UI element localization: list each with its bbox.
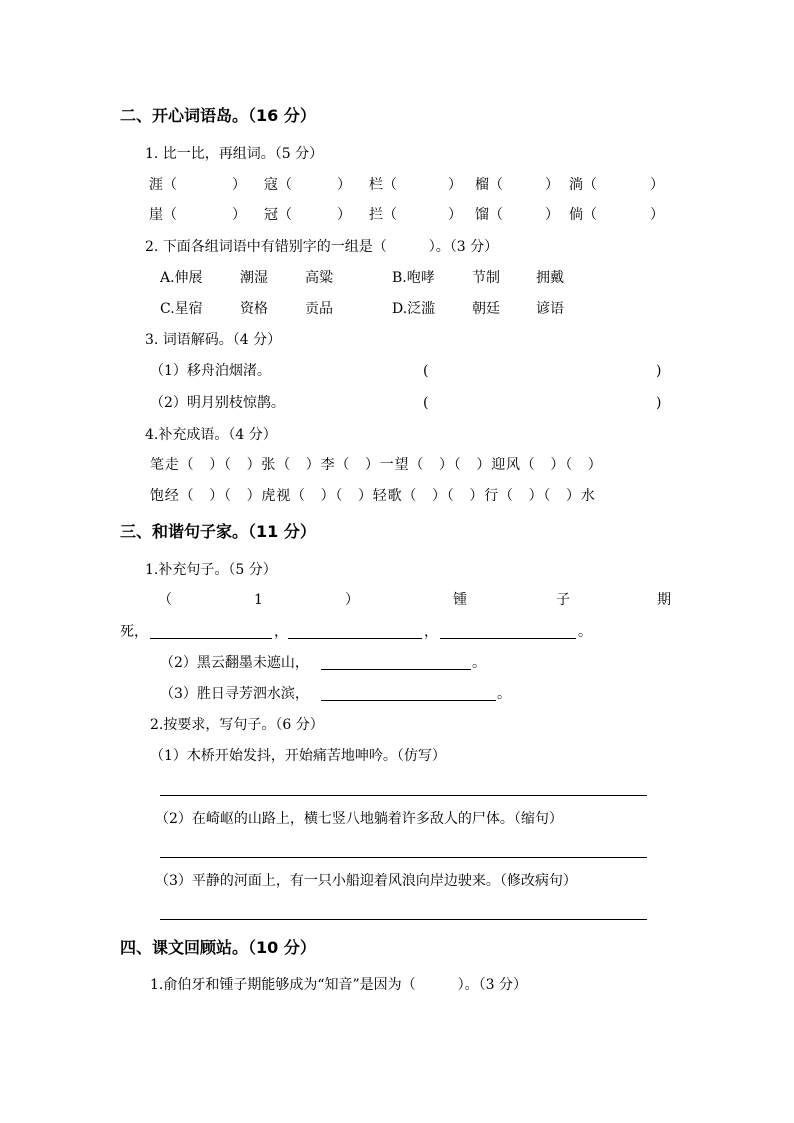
word-pair: 栏（ (369, 177, 397, 193)
question-title: 1.俞伯牙和锺子期能够成为“知音”是因为（ ）。（3 分） (150, 977, 528, 993)
answer-line[interactable] (160, 795, 647, 796)
word-pair: 寇（ (264, 177, 292, 193)
word-pair: ） (545, 177, 559, 193)
question-item: （2）黑云翻墨未遮山， (160, 655, 309, 671)
sentence-part: ） (345, 592, 359, 608)
question-item: （1）移舟泊烟渚。 (150, 363, 271, 379)
answer-line[interactable] (440, 638, 576, 639)
question-title: 1.补充句子。（5 分） (145, 562, 277, 578)
question-title: 3. 词语解码。（4 分） (145, 332, 282, 348)
sentence-part: （ (158, 592, 172, 608)
sentence-part: 1 (254, 592, 263, 608)
question-item: （2）明月别枝惊鹊。 (150, 395, 285, 411)
answer-line[interactable] (288, 638, 422, 639)
word-pair: 淌（ (569, 177, 597, 193)
idiom-row: 笔走（ ）（ ）张（ ）李（ ）一望（ ）（ ）迎风（ ）（ ） (150, 457, 603, 473)
sentence-part: 锺 (453, 592, 467, 608)
answer-paren-right: ) (656, 395, 662, 411)
option-word: 拥戴 (536, 270, 564, 286)
option-word: 朝廷 (472, 301, 500, 317)
sentence-part: 子 (556, 592, 570, 608)
sentence-part: ， (274, 624, 288, 640)
question-title: 4.补充成语。（4 分） (145, 427, 277, 443)
sentence-part: 。 (497, 686, 511, 702)
word-pair: ） (337, 177, 351, 193)
question-item: （2）在崎岖的山路上，横七竖八地躺着许多敌人的尸体。（缩句） (155, 811, 563, 827)
sentence-part: ， (424, 624, 438, 640)
answer-line[interactable] (160, 919, 647, 920)
sentence-part: 。 (578, 624, 592, 640)
word-pair: ） (650, 177, 664, 193)
section-title: 三、和谐句子家。（11 分） (120, 522, 316, 541)
option-word: A.伸展 (160, 270, 203, 286)
option-word: 资格 (240, 301, 268, 317)
word-pair: ） (650, 207, 664, 223)
word-pair: ） (232, 177, 246, 193)
word-pair: ） (232, 207, 246, 223)
answer-paren-right: ) (656, 363, 662, 379)
word-pair: 涯（ (149, 177, 177, 193)
word-pair: ） (337, 207, 351, 223)
word-pair: 榴（ (475, 177, 503, 193)
word-pair: 馏（ (475, 207, 503, 223)
question-item: （3）胜日寻芳泗水滨， (160, 686, 309, 702)
idiom-row: 饱经（ ）（ ）虎视（ ）（ ）轻歌（ ）（ ）行（ ）（ ）水 (150, 488, 596, 504)
question-item: （1）木桥开始发抖，开始痛苦地呻吟。（仿写） (150, 748, 446, 764)
section-title: 二、开心词语岛。（16 分） (120, 106, 316, 125)
sentence-part: 死， (120, 624, 148, 640)
word-pair: 倘（ (569, 207, 597, 223)
option-word: 贡品 (305, 301, 333, 317)
sentence-part: 。 (472, 655, 486, 671)
answer-line[interactable] (321, 669, 471, 670)
answer-paren-left: ( (423, 363, 429, 379)
option-word: 高粱 (305, 270, 333, 286)
answer-line[interactable] (160, 857, 647, 858)
option-word: B.咆哮 (392, 270, 435, 286)
sentence-part: 期 (657, 592, 671, 608)
word-pair: ） (448, 177, 462, 193)
question-title: 2.按要求，写句子。（6 分） (150, 717, 324, 733)
word-pair: ） (448, 207, 462, 223)
word-pair: 拦（ (369, 207, 397, 223)
option-word: 谚语 (536, 301, 564, 317)
option-word: D.泛滥 (392, 301, 436, 317)
option-word: C.星宿 (160, 301, 203, 317)
question-item: （3）平静的河面上，有一只小船迎着风浪向岸边驶来。（修改病句） (155, 873, 577, 889)
answer-line[interactable] (150, 638, 272, 639)
word-pair: ） (545, 207, 559, 223)
question-title: 1. 比一比，再组词。（5 分） (145, 146, 324, 162)
answer-line[interactable] (321, 700, 496, 701)
section-title: 四、课文回顾站。（10 分） (120, 938, 316, 957)
answer-paren-left: ( (423, 395, 429, 411)
option-word: 节制 (472, 270, 500, 286)
question-title: 2. 下面各组词语中有错别字的一组是（ ）。（3 分） (145, 239, 499, 255)
word-pair: 崖（ (149, 207, 177, 223)
word-pair: 冠（ (264, 207, 292, 223)
option-word: 潮湿 (240, 270, 268, 286)
